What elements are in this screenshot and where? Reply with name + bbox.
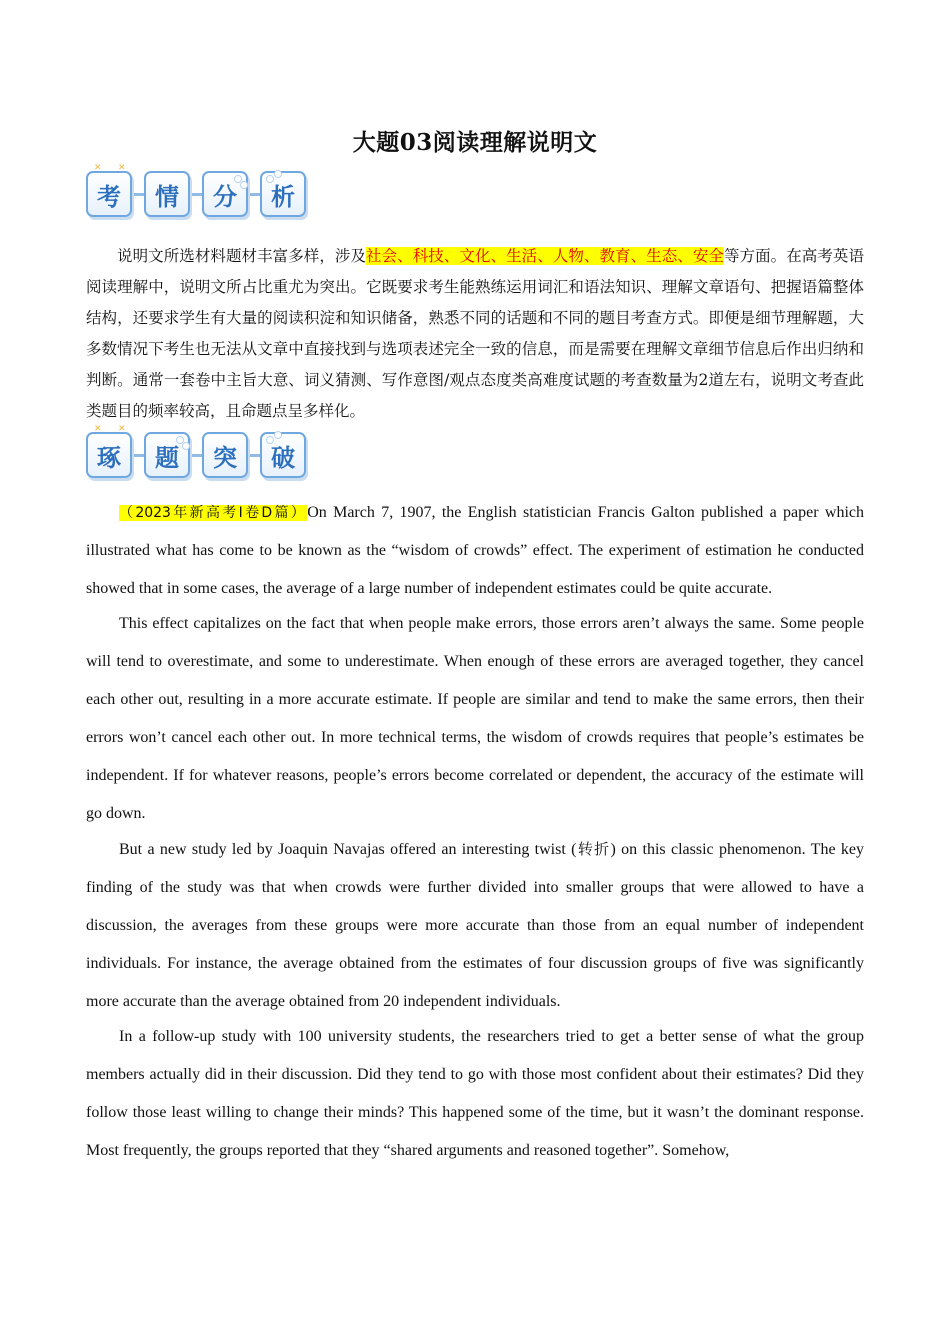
- sparkle-icon: ✕: [118, 163, 126, 173]
- section-badge-analysis: [86, 163, 306, 222]
- badge-tile: [202, 171, 248, 217]
- badge-char: 破: [271, 443, 295, 472]
- chinese-gloss: 转折: [576, 840, 611, 858]
- badge-char: 情: [155, 182, 179, 211]
- passage-paragraph-2: This effect capitalizes on the fact that when people make errors, those errors aren’t always the same. Some people will tend to overestimate, and some to underestimate. When enough of these errors are averaged together, they cancel each other out, resulting in a more accurate estimate. If people are similar and tend to make the same errors, then their errors won’t cancel each other out. In more technical terms, the wisdom of crowds requires that people’s estimates be independent. If for whatever reasons, people’s errors become correlated or dependent, the accuracy of the estimate will go down.: [86, 615, 864, 822]
- source-tag: （2023年新高考I卷D篇）: [119, 505, 308, 521]
- bubble-icon: [240, 181, 248, 189]
- badge-tile: [144, 432, 190, 478]
- badge-char: 考: [97, 182, 121, 211]
- section-badge-breakthrough: [86, 424, 306, 483]
- badge-tile: [86, 163, 132, 217]
- bubble-icon: [266, 436, 274, 444]
- badge-tile: [144, 171, 190, 217]
- intro-highlight: 社会、科技、文化、生活、人物、教育、生态、安全: [366, 247, 724, 265]
- badge-connector: [190, 193, 202, 196]
- badge-char: 分: [213, 182, 237, 211]
- page-title: 大题03阅读理解说明文: [352, 129, 598, 156]
- badge-tile: [260, 171, 306, 217]
- reading-passage: [86, 494, 864, 1170]
- passage-text: ) on this classic phenomenon. The key finding of the study was that when crowds were further divided into smaller groups that were allowed to have a discussion, the averages from these groups were more accurate than those from an equal number of independent individuals. For instance, the average obtained from the estimates of four discussion groups of five was significantly more accurate than the average obtained from 20 independent individuals.: [86, 841, 864, 1010]
- badge-tile: [260, 432, 306, 478]
- badge-char: 析: [271, 182, 295, 211]
- badge-tile: [202, 432, 248, 478]
- passage-text: But a new study led by Joaquin Navajas offered an interesting twist (: [119, 841, 577, 858]
- badge-char: 琢: [97, 443, 121, 472]
- sparkle-icon: ✕: [94, 424, 102, 434]
- bubble-icon: [274, 431, 282, 439]
- bubble-icon: [274, 170, 282, 178]
- badge-connector: [248, 454, 260, 457]
- intro-text: 等方面。在高考英语阅读理解中，说明文所占比重尤为突出。它既要求考生能熟练运用词汇和语法知识、理解文章语句、把握语篇整体结构，还要求学生有大量的阅读积淀和知识储备，熟悉不同的话题和不同的题目考查方式。即便是细节理解题，大多数情况下考生也无法从文章中直接找到与选项表述完全一致的信息，而是需要在理解文章细节信息后作出归纳和判断。通常一套卷中主旨大意、词义猜测、写作意图/观点态度类高难度试题的考查数量为2道左右，说明文考查此类题目的频率较高，且命题点呈多样化。: [86, 247, 864, 420]
- badge-connector: [190, 454, 202, 457]
- passage-paragraph-1: [86, 494, 864, 608]
- passage-paragraph-4: In a follow-up study with 100 university students, the researchers tried to get a better sense of what the group members actually did in their discussion. Did they tend to go with those most confident about their estimates? Did they follow those least willing to change their minds? This happened some of the time, but it wasn’t the dominant response. Most frequently, the groups reported that they “shared arguments and reasoned together”. Somehow,: [86, 1028, 864, 1159]
- passage-text: On March 7, 1907, the English statistician Francis Galton published a paper which illustrated what has come to be known as the “wisdom of crowds” effect. The experiment of estimation he conducted showed that in some cases, the average of a large number of independent estimates could be quite accurate.: [86, 504, 865, 597]
- passage-paragraph-3: [86, 830, 864, 1021]
- badge-connector: [248, 193, 260, 196]
- sparkle-icon: ✕: [118, 424, 126, 434]
- intro-paragraph: [86, 241, 864, 427]
- badge-tile: [86, 424, 132, 478]
- badge-connector: [132, 193, 144, 196]
- badge-char: 突: [213, 443, 237, 472]
- sparkle-icon: ✕: [94, 163, 102, 173]
- bubble-icon: [266, 175, 274, 183]
- badge-connector: [132, 454, 144, 457]
- bubble-icon: [182, 442, 190, 450]
- intro-text: 说明文所选材料题材丰富多样，涉及: [117, 247, 367, 265]
- badge-char: 题: [155, 443, 179, 472]
